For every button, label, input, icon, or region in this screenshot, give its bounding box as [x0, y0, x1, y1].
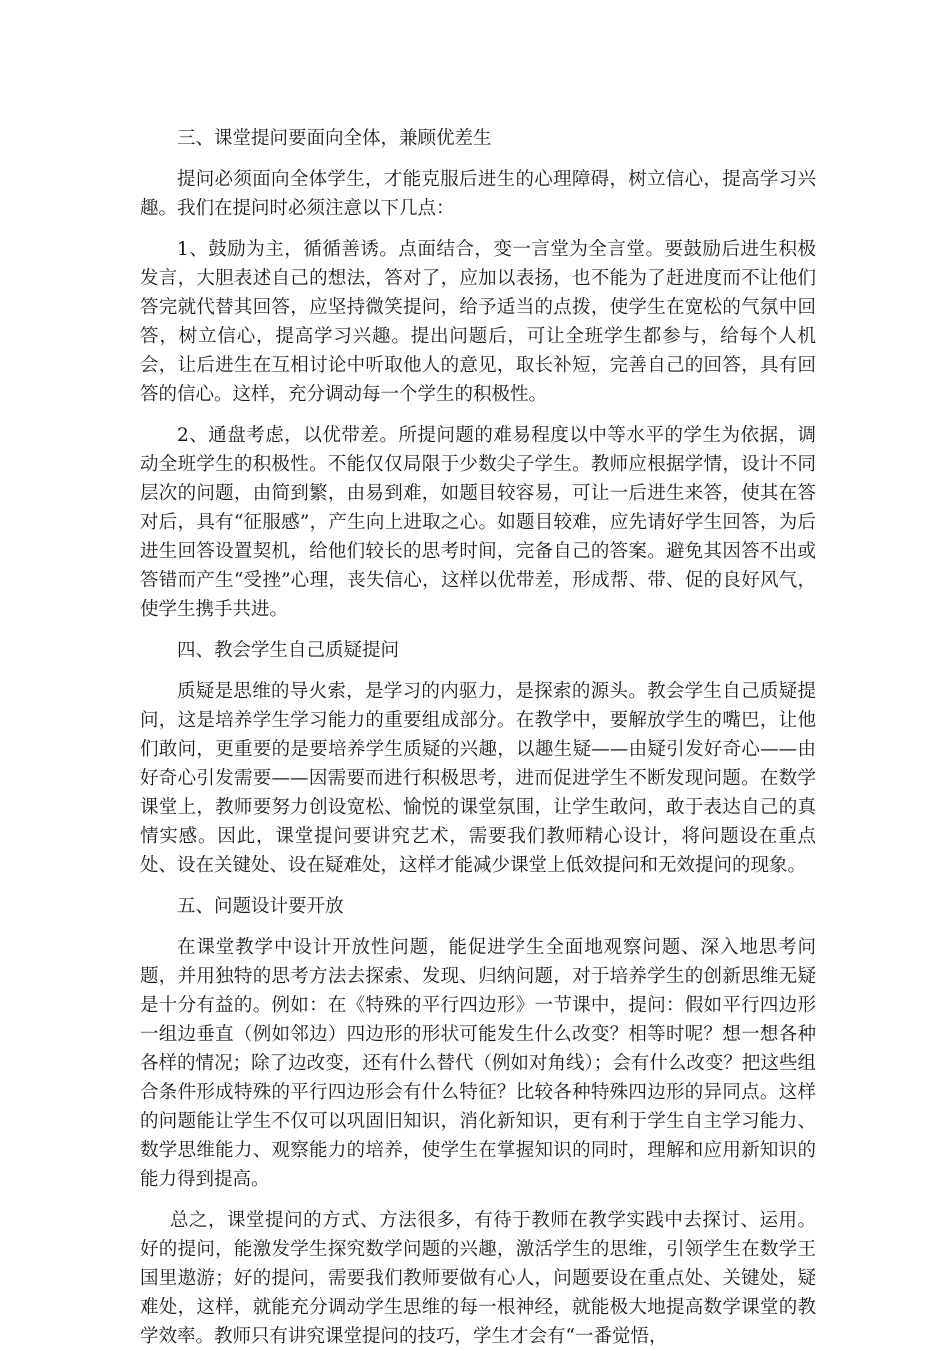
section-heading-5: 五、问题设计要开放 — [177, 896, 344, 917]
section-heading-4: 四、教会学生自己质疑提问 — [177, 640, 400, 661]
paragraph-summary: 总之，课堂提问的方式、方法很多，有待于教师在教学实践中去探讨、运用。好的提问，能激发学生探究数学问题的兴趣，激活学生的思维，引领学生在数学王国里遨游；好的提问，需要我们教师要做有心人，问题要设在重点处、关键处，疑难处，这样，就能充分调动学生思维的每一根神经，就能极大地提高数学课堂的教学效率。教师只有讲究课堂提问的技巧，学生才会有“一番觉悟， — [140, 1210, 816, 1347]
section-heading-3: 三、课堂提问要面向全体，兼顾优差生 — [177, 128, 492, 149]
paragraph-open-questions: 在课堂教学中设计开放性问题，能促进学生全面地观察问题、深入地思考问题，并用独特的思考方法去探索、发现、归纳问题，对于培养学生的创新思维无疑是十分有益的。例如：在《特殊的平行四边形》一节课中，提问：假如平行四边形一组边垂直（例如邻边）四边形的形状可能发生什么改变？相等时呢？想一想各种各样的情况；除了边改变，还有什么替代（例如对角线）；会有什么改变？把这些组合条件形成特殊的平行四边形会有什么特征？比较各种特殊四边形的异同点。这样的问题能让学生不仅可以巩固旧知识，消化新知识，更有利于学生自主学习能力、数学思维能力、观察能力的培养，使学生在掌握知识的同时，理解和应用新知识的能力得到提高。 — [140, 937, 816, 1190]
paragraph-intro: 提问必须面向全体学生，才能克服后进生的心理障碍，树立信心，提高学习兴趣。我们在提问时必须注意以下几点： — [140, 169, 816, 219]
document-body — [140, 124, 816, 1351]
paragraph-point-2: 2、通盘考虑，以优带差。所提问题的难易程度以中等水平的学生为依据，调动全班学生的积极性。不能仅仅局限于少数尖子学生。教师应根据学情，设计不同层次的问题，由简到繁，由易到难，如题目较容易，可让一后进生来答，使其在答对后，具有“征服感”，产生向上进取之心。如题目较难，应先请好学生回答，为后进生回答设置契机，给他们较长的思考时间，完备自己的答案。避免其因答不出或答错而产生“受挫”心理，丧失信心，这样以优带差，形成帮、带、促的良好风气，使学生携手共进。 — [140, 425, 816, 620]
paragraph-point-1: 1、鼓励为主，循循善诱。点面结合，变一言堂为全言堂。要鼓励后进生积极发言，大胆表述自己的想法，答对了，应加以表扬，也不能为了赶进度而不让他们答完就代替其回答，应坚持微笑提问，给予适当的点拨，使学生在宽松的气氛中回答，树立信心，提高学习兴趣。提出问题后，可让全班学生都参与，给每个人机会，让后进生在互相讨论中听取他人的意见，取长补短，完善自己的回答，具有回答的信心。这样，充分调动每一个学生的积极性。 — [140, 239, 816, 405]
paragraph-questioning: 质疑是思维的导火索，是学习的内驱力，是探索的源头。教会学生自己质疑提问，这是培养学生学习能力的重要组成部分。在教学中，要解放学生的嘴巴，让他们敢问，更重要的是要培养学生质疑的兴趣，以趣生疑——由疑引发好奇心——由好奇心引发需要——因需要而进行积极思考，进而促进学生不断发现问题。在数学课堂上，教师要努力创设宽松、愉悦的课堂氛围，让学生敢问，敢于表达自己的真情实感。因此，课堂提问要讲究艺术，需要我们教师精心设计，将问题设在重点处、设在关键处、设在疑难处，这样才能减少课堂上低效提问和无效提问的现象。 — [140, 681, 816, 876]
